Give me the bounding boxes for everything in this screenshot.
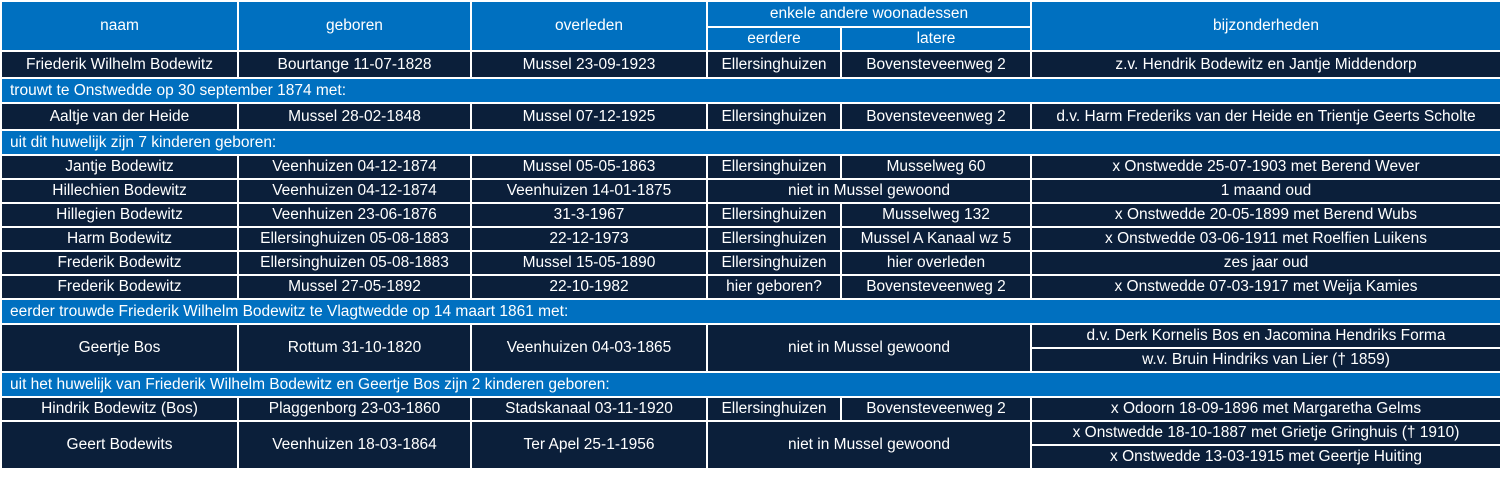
cell-naam: Hindrik Bodewitz (Bos)	[1, 397, 238, 421]
cell-woonadres: niet in Mussel gewoond	[707, 179, 1031, 203]
table-row	[1, 179, 1500, 203]
header-woonadressen: enkele andere woonadessen	[707, 1, 1031, 27]
cell-bijzonderheden: d.v. Derk Kornelis Bos en Jacomina Hendriks Forma	[1031, 324, 1500, 348]
cell-naam: Hillegien Bodewitz	[1, 203, 238, 227]
cell-overleden: Mussel 15-05-1890	[471, 251, 707, 275]
cell-overleden: Ter Apel 25-1-1956	[471, 421, 707, 469]
table-row	[1, 251, 1500, 275]
table-row	[1, 51, 1500, 78]
cell-overleden: Mussel 07-12-1925	[471, 103, 707, 130]
cell-bijzonderheden: x Onstwedde 20-05-1899 met Berend Wubs	[1031, 203, 1500, 227]
header-eerdere: eerdere	[707, 27, 841, 51]
section-label: uit het huwelijk van Friederik Wilhelm Bodewitz en Geertje Bos zijn 2 kinderen geboren:	[1, 372, 1500, 397]
cell-eerdere: Ellersinghuizen	[707, 251, 841, 275]
cell-latere: Musselweg 132	[841, 203, 1031, 227]
cell-geboren: Ellersinghuizen 05-08-1883	[238, 251, 471, 275]
cell-geboren: Bourtange 11-07-1828	[238, 51, 471, 78]
cell-naam: Friederik Wilhelm Bodewitz	[1, 51, 238, 78]
cell-latere: Bovensteveenweg 2	[841, 397, 1031, 421]
cell-eerdere: Ellersinghuizen	[707, 227, 841, 251]
section-row	[1, 299, 1500, 324]
cell-geboren: Veenhuizen 23-06-1876	[238, 203, 471, 227]
cell-woonadres: niet in Mussel gewoond	[707, 324, 1031, 372]
cell-bijzonderheden-2: x Onstwedde 13-03-1915 met Geertje Huiting	[1031, 445, 1500, 469]
section-row	[1, 78, 1500, 103]
cell-overleden: 31-3-1967	[471, 203, 707, 227]
cell-latere: Bovensteveenweg 2	[841, 103, 1031, 130]
cell-eerdere: Ellersinghuizen	[707, 155, 841, 179]
cell-geboren: Mussel 27-05-1892	[238, 275, 471, 299]
table-row	[1, 324, 1500, 348]
table-row	[1, 203, 1500, 227]
section-row	[1, 130, 1500, 155]
cell-bijzonderheden-2: w.v. Bruin Hindriks van Lier († 1859)	[1031, 348, 1500, 372]
cell-bijzonderheden: x Onstwedde 18-10-1887 met Grietje Gringhuis († 1910)	[1031, 421, 1500, 445]
section-label: eerder trouwde Friederik Wilhelm Bodewitz te Vlagtwedde op 14 maart 1861 met:	[1, 299, 1500, 324]
table-row	[1, 227, 1500, 251]
cell-naam: Geert Bodewits	[1, 421, 238, 469]
table-row	[1, 103, 1500, 130]
cell-geboren: Mussel 28-02-1848	[238, 103, 471, 130]
header-latere: latere	[841, 27, 1031, 51]
section-label: uit dit huwelijk zijn 7 kinderen geboren:	[1, 130, 1500, 155]
cell-bijzonderheden: x Odoorn 18-09-1896 met Margaretha Gelms	[1031, 397, 1500, 421]
cell-geboren: Rottum 31-10-1820	[238, 324, 471, 372]
cell-woonadres: niet in Mussel gewoond	[707, 421, 1031, 469]
table-row	[1, 397, 1500, 421]
cell-bijzonderheden: x Onstwedde 07-03-1917 met Weija Kamies	[1031, 275, 1500, 299]
header-overleden: overleden	[471, 1, 707, 51]
cell-bijzonderheden: x Onstwedde 25-07-1903 met Berend Wever	[1031, 155, 1500, 179]
cell-geboren: Veenhuizen 04-12-1874	[238, 155, 471, 179]
header-naam: naam	[1, 1, 238, 51]
cell-bijzonderheden: x Onstwedde 03-06-1911 met Roelfien Luikens	[1031, 227, 1500, 251]
cell-naam: Harm Bodewitz	[1, 227, 238, 251]
cell-naam: Geertje Bos	[1, 324, 238, 372]
cell-naam: Jantje Bodewitz	[1, 155, 238, 179]
cell-geboren: Plaggenborg 23-03-1860	[238, 397, 471, 421]
cell-geboren: Veenhuizen 18-03-1864	[238, 421, 471, 469]
cell-bijzonderheden: 1 maand oud	[1031, 179, 1500, 203]
cell-overleden: Mussel 05-05-1863	[471, 155, 707, 179]
cell-latere: Bovensteveenweg 2	[841, 51, 1031, 78]
cell-latere: Bovensteveenweg 2	[841, 275, 1031, 299]
cell-naam: Aaltje van der Heide	[1, 103, 238, 130]
cell-geboren: Veenhuizen 04-12-1874	[238, 179, 471, 203]
cell-bijzonderheden: d.v. Harm Frederiks van der Heide en Trientje Geerts Scholte	[1031, 103, 1500, 130]
cell-naam: Frederik Bodewitz	[1, 251, 238, 275]
cell-bijzonderheden: zes jaar oud	[1031, 251, 1500, 275]
cell-overleden: Veenhuizen 04-03-1865	[471, 324, 707, 372]
cell-naam: Frederik Bodewitz	[1, 275, 238, 299]
cell-eerdere: Ellersinghuizen	[707, 103, 841, 130]
cell-naam: Hillechien Bodewitz	[1, 179, 238, 203]
cell-eerdere: Ellersinghuizen	[707, 51, 841, 78]
cell-overleden: Stadskanaal 03-11-1920	[471, 397, 707, 421]
cell-latere: Musselweg 60	[841, 155, 1031, 179]
table-row	[1, 155, 1500, 179]
cell-latere: hier overleden	[841, 251, 1031, 275]
header-row	[1, 1, 1500, 27]
cell-eerdere: Ellersinghuizen	[707, 203, 841, 227]
section-row	[1, 372, 1500, 397]
table-row	[1, 275, 1500, 299]
header-bijzonderheden: bijzonderheden	[1031, 1, 1500, 51]
cell-overleden: Veenhuizen 14-01-1875	[471, 179, 707, 203]
cell-geboren: Ellersinghuizen 05-08-1883	[238, 227, 471, 251]
cell-bijzonderheden: z.v. Hendrik Bodewitz en Jantje Middendorp	[1031, 51, 1500, 78]
section-label: trouwt te Onstwedde op 30 september 1874 met:	[1, 78, 1500, 103]
header-geboren: geboren	[238, 1, 471, 51]
cell-eerdere: Ellersinghuizen	[707, 397, 841, 421]
cell-overleden: Mussel 23-09-1923	[471, 51, 707, 78]
cell-eerdere: hier geboren?	[707, 275, 841, 299]
cell-overleden: 22-10-1982	[471, 275, 707, 299]
cell-overleden: 22-12-1973	[471, 227, 707, 251]
cell-latere: Mussel A Kanaal wz 5	[841, 227, 1031, 251]
table-row	[1, 421, 1500, 445]
